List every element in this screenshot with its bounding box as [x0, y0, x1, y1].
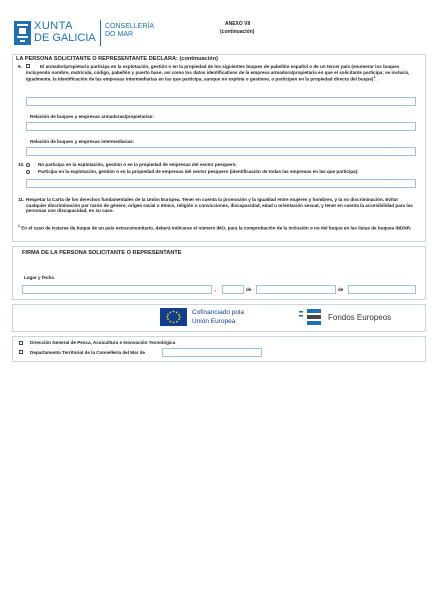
- dept-line2: DO MAR: [105, 31, 133, 38]
- comma-separator: ,: [215, 287, 217, 292]
- eu-cofinanced-line1: Cofinanciado pola: [192, 309, 245, 316]
- eu-cofinanced-line2: Unión Europea: [192, 318, 236, 325]
- companies-field[interactable]: [26, 179, 416, 188]
- day-field[interactable]: [222, 285, 244, 294]
- item11-text: Respetar la Carta de los derechos fundamentales de la Unión Europea. Tener en cuenta la promoción y la igualdad entre mujeres y hombres, y la no discriminación. Evitar cualquier discriminación por razón de género, origen racial o étnico, religión o convicciones, discapacidad, edad u orientación sexual, y tener en cuenta la accesibilidad para las personas con discapacidad, en su caso.: [26, 197, 413, 214]
- de-separator-2: de: [338, 287, 344, 292]
- footnote: $^1$ En el caso de tratarse de buque de un país extracomunitario, deberá indicarse el número IMO, para la comprobación de la inclusión o no del buque en las listas de buques INDNR.: [18, 224, 412, 231]
- place-date-label: Lugar y fecha: [24, 275, 54, 280]
- recipient-dg-pesca-label: Dirección General de Pesca, Acuicultura e Innovación Tecnológica: [30, 340, 176, 345]
- territorial-department-field[interactable]: [162, 348, 262, 357]
- annex-continuation: (continuación): [220, 29, 255, 35]
- logo-line1: XUNTA: [34, 20, 73, 32]
- item10-option1-radio[interactable]: [26, 163, 30, 167]
- item10-number: 10.: [18, 162, 25, 167]
- recipient-territorial-label: Departamento Territorial de la Consellería del Mar de: [30, 350, 146, 355]
- month-field[interactable]: [256, 285, 336, 294]
- year-field[interactable]: [348, 285, 416, 294]
- item9-footnote-ref: 1: [373, 75, 376, 80]
- eu-flag-icon: [160, 308, 187, 326]
- galicia-emblem-icon: [299, 309, 323, 327]
- ships-participation-field[interactable]: [26, 97, 416, 106]
- footnote-marker: 1: [18, 224, 20, 228]
- xunta-emblem-icon: [14, 21, 31, 45]
- owners-field[interactable]: [26, 122, 416, 131]
- dept-line1: CONSELLERÍA: [105, 23, 155, 30]
- signature-title: FIRMA DE LA PERSONA SOLICITANTE O REPRESENTANTE: [22, 250, 182, 256]
- item9-number: 9.: [18, 64, 22, 69]
- annex-title: ANEXO VII: [225, 21, 251, 27]
- place-field[interactable]: [22, 285, 212, 294]
- item9-text: El armador/propietario participa en la explotación, gestión o en la propiedad de los siguientes buques de pabellón español o de un tercer país (enumerar los buques incluyendo nombre, matrícula, código, pabellón y puerto base, así como los datos identificativos de la empresa armadora/propietaria en que el solicitante participa; se incluirá, igualmente, la identificación de las empresas intermediarias en las que participa, aunque no explote o gestione, o participen en la propiedad directa del buque)$^1$.: [26, 64, 410, 82]
- xunta-logo: [14, 20, 96, 46]
- declaration-title: LA PERSONA SOLICITANTE O REPRESENTANTE DECLARA: (continuación): [16, 56, 218, 62]
- item11-number: 11.: [18, 197, 25, 202]
- item10-option2-radio[interactable]: [26, 170, 30, 174]
- header-divider: [100, 20, 101, 46]
- intermediaries-label: Relación de buques y empresas intermediarias:: [30, 139, 135, 144]
- item10-option1-text: No participa en la explotación, gestión o en la propiedad de empresas del sector pesquero.: [38, 162, 237, 167]
- intermediaries-field[interactable]: [26, 147, 416, 156]
- logo-line2: DE GALICIA: [34, 32, 96, 44]
- recipient-territorial-checkbox[interactable]: [19, 350, 23, 354]
- de-separator-1: de: [246, 287, 252, 292]
- recipient-dg-pesca-checkbox[interactable]: [19, 341, 23, 345]
- fondos-europeos-text: Fondos Europeos: [328, 313, 392, 322]
- owners-label: Relación de buques y empresas armadoras/propietarias:: [30, 114, 154, 119]
- item10-option2-text: Participa en la explotación, gestión o en la propiedad de empresas del sector pesquero (identificación de todas las empresas en las que participa):: [38, 169, 359, 174]
